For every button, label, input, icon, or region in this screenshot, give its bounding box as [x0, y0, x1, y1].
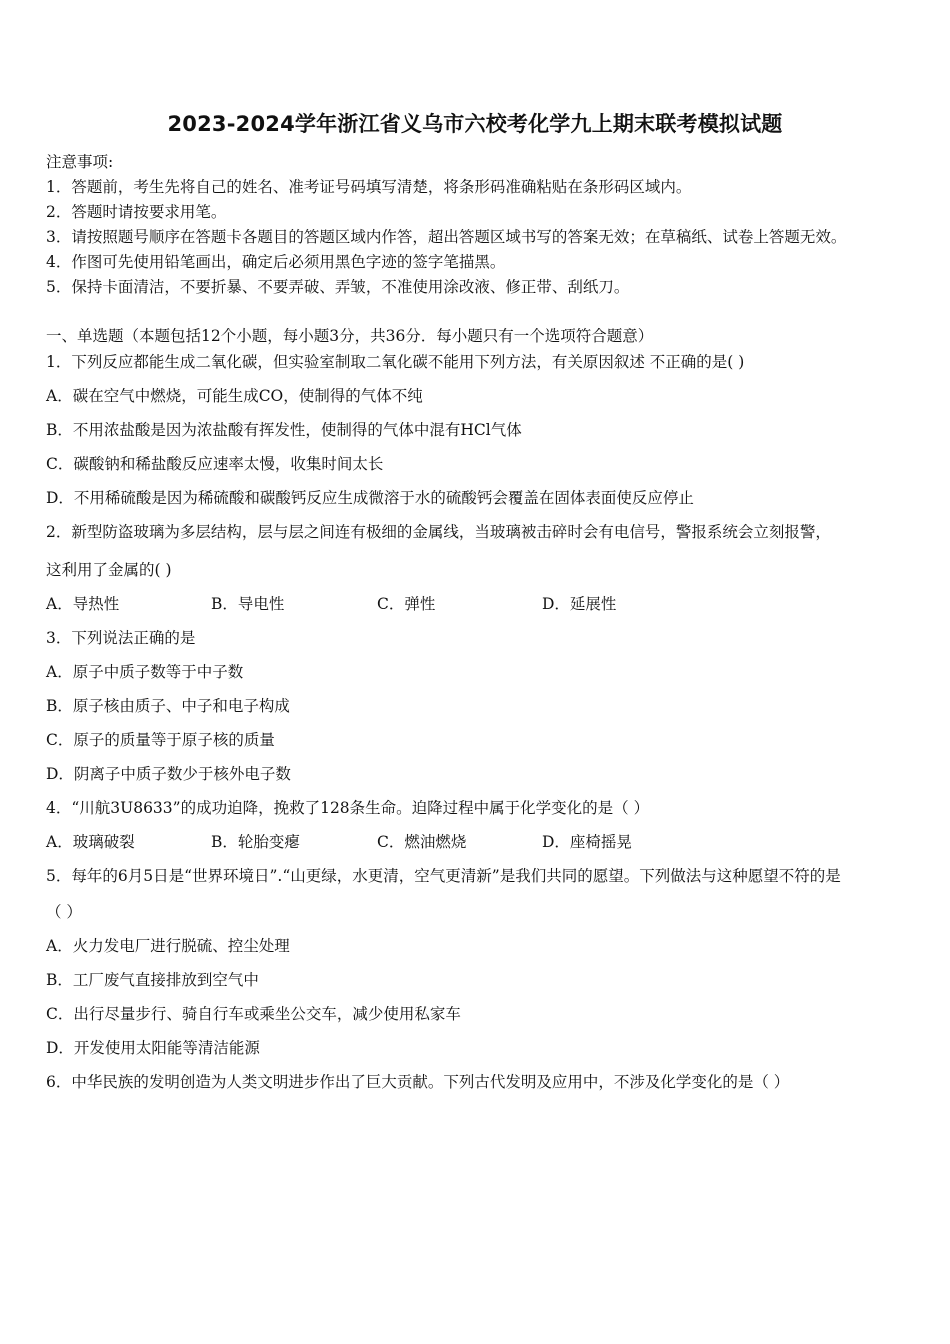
question-4-stem: 4．“川航3U8633”的成功迫降，挽救了128条生命。迫降过程中属于化学变化的是（ ） [46, 799, 650, 817]
question-3-option-a: A．原子中质子数等于中子数 [46, 663, 244, 681]
question-1-option-d: D．不用稀硫酸是因为稀硫酸和碳酸钙反应生成微溶于水的硫酸钙会覆盖在固体表面使反应停止 [46, 489, 694, 507]
question-5-option-d: D．开发使用太阳能等清洁能源 [46, 1039, 260, 1057]
section-heading: 一、单选题（本题包括12个小题，每小题3分，共36分．每小题只有一个选项符合题意） [46, 327, 654, 345]
notice-item-4: 4．作图可先使用铅笔画出，确定后必须用黑色字迹的签字笔描黑。 [46, 253, 506, 271]
notice-heading: 注意事项: [46, 153, 114, 171]
notice-item-3: 3．请按照题号顺序在答题卡各题目的答题区域内作答，超出答题区域书写的答案无效；在草稿纸、试卷上答题无效。 [46, 228, 847, 246]
question-5-option-c: C．出行尽量步行、骑自行车或乘坐公交车，减少使用私家车 [46, 1005, 461, 1023]
notice-item-2: 2．答题时请按要求用笔。 [46, 203, 227, 221]
question-5-option-b: B．工厂废气直接排放到空气中 [46, 971, 259, 989]
question-2-option-c: C．弹性 [377, 595, 436, 613]
question-2-stem-line-2: 这利用了金属的( ) [46, 561, 172, 579]
question-5-option-a: A．火力发电厂进行脱硫、控尘处理 [46, 937, 290, 955]
question-4-option-d: D．座椅摇晃 [542, 833, 632, 851]
question-3-option-b: B．原子核由质子、中子和电子构成 [46, 697, 290, 715]
question-1-option-b: B．不用浓盐酸是因为浓盐酸有挥发性，使制得的气体中混有HCl气体 [46, 421, 522, 439]
notice-item-5: 5．保持卡面清洁，不要折暴、不要弄破、弄皱，不准使用涂改液、修正带、刮纸刀。 [46, 278, 630, 296]
question-3-stem: 3．下列说法正确的是 [46, 629, 196, 647]
question-6-stem: 6．中华民族的发明创造为人类文明进步作出了巨大贡献。下列古代发明及应用中，不涉及化学变化的是（ ） [46, 1073, 790, 1091]
question-1-stem: 1．下列反应都能生成二氧化碳，但实验室制取二氧化碳不能用下列方法，有关原因叙述 不正确的是( ) [46, 353, 745, 371]
question-1-option-a: A．碳在空气中燃烧，可能生成CO，使制得的气体不纯 [46, 387, 423, 405]
question-4-option-b: B．轮胎变瘪 [211, 833, 300, 851]
question-4-option-c: C．燃油燃烧 [377, 833, 467, 851]
question-3-option-d: D．阴离子中质子数少于核外电子数 [46, 765, 291, 783]
question-2-stem-line-1: 2．新型防盗玻璃为多层结构，层与层之间连有极细的金属线，当玻璃被击碎时会有电信号，警报系统会立刻报警， [46, 523, 831, 541]
question-4-option-a: A．玻璃破裂 [46, 833, 135, 851]
question-2-option-b: B．导电性 [211, 595, 285, 613]
question-5-stem-line-2: （ ） [46, 903, 82, 921]
notice-item-1: 1．答题前，考生先将自己的姓名、准考证号码填写清楚，将条形码准确粘贴在条形码区域内。 [46, 178, 692, 196]
question-2-option-a: A．导热性 [46, 595, 120, 613]
exam-title: 2023-2024学年浙江省义乌市六校考化学九上期末联考模拟试题 [167, 112, 783, 136]
question-2-option-d: D．延展性 [542, 595, 617, 613]
question-3-option-c: C．原子的质量等于原子核的质量 [46, 731, 275, 749]
question-1-option-c: C．碳酸钠和稀盐酸反应速率太慢，收集时间太长 [46, 455, 384, 473]
question-5-stem-line-1: 5．每年的6月5日是“世界环境日”.“山更绿，水更清，空气更清新”是我们共同的愿望。下列做法与这种愿望不符的是 [46, 867, 841, 885]
